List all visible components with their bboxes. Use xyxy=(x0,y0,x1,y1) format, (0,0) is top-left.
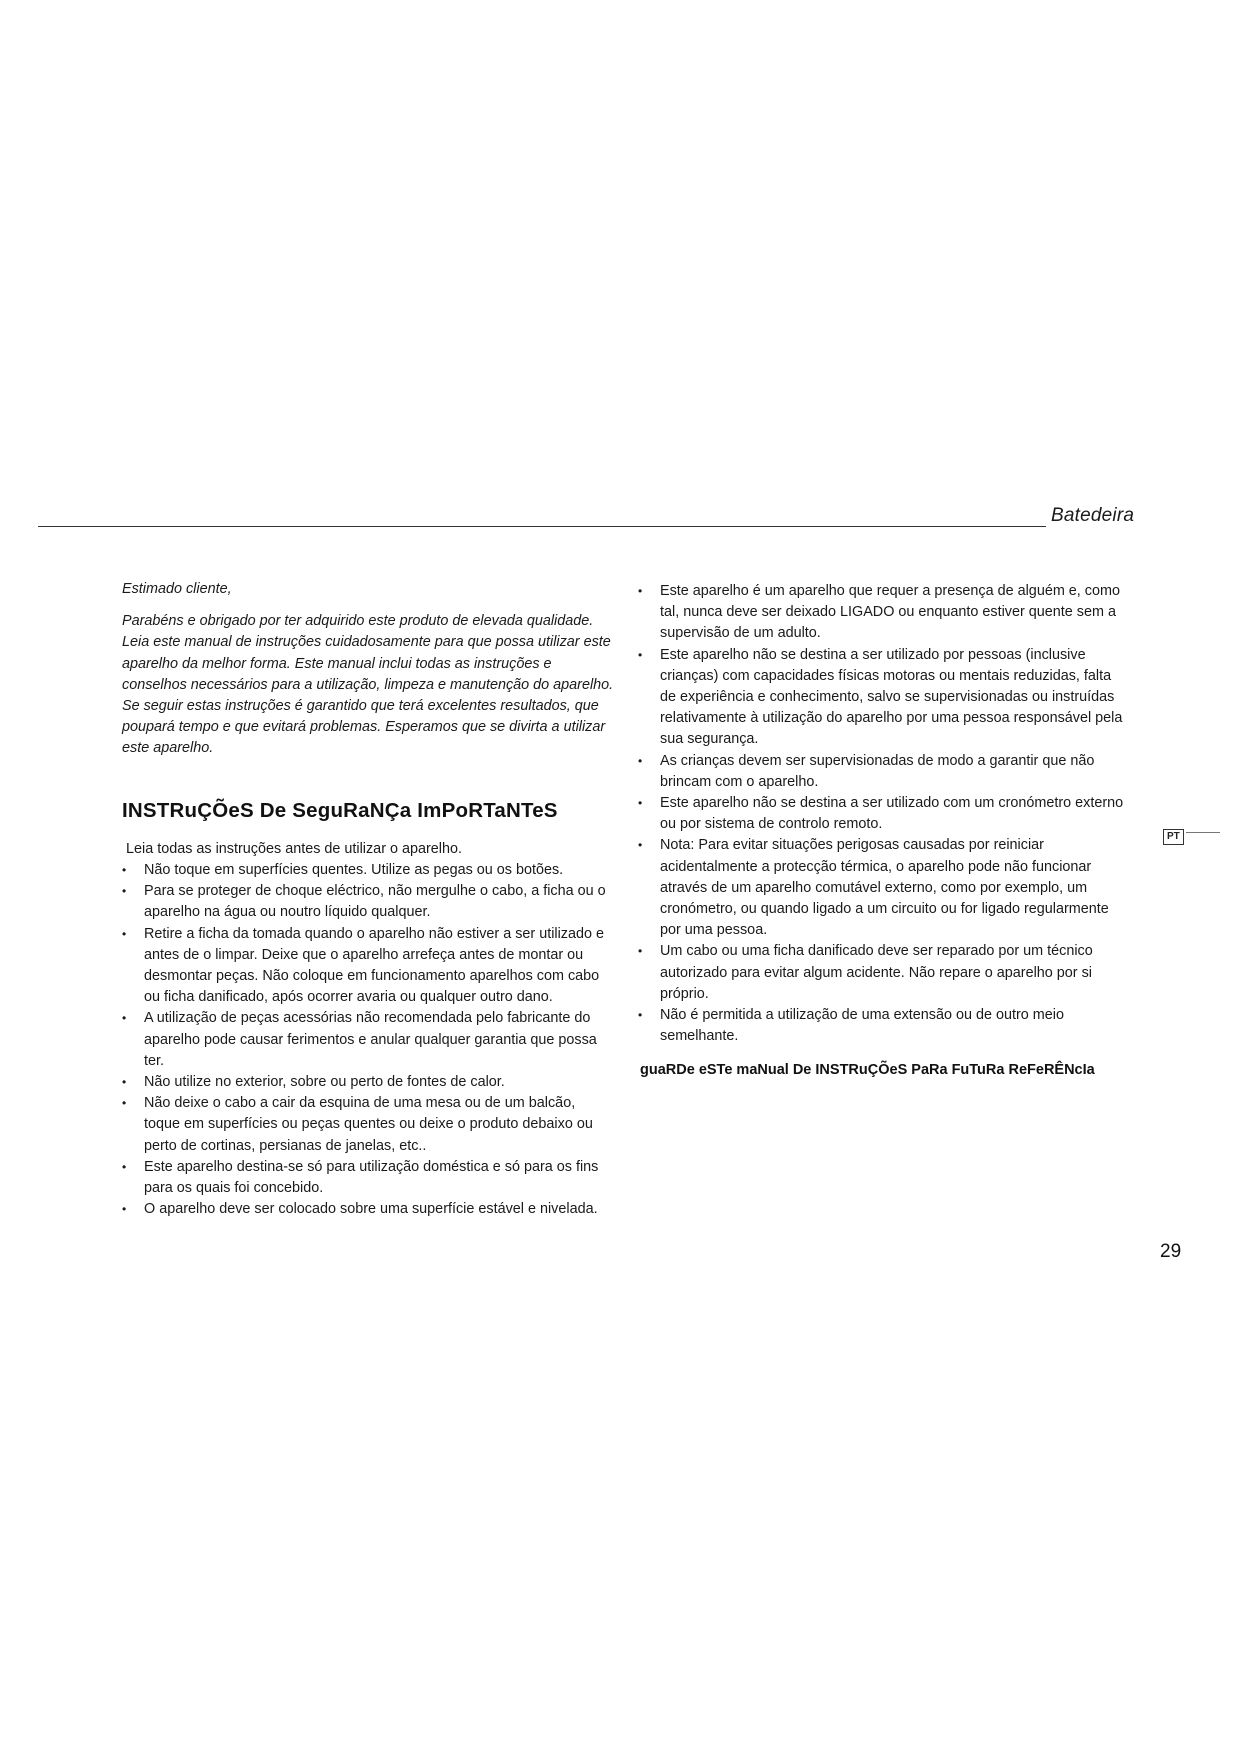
safety-item: • Não é permitida a utilização de uma extensão ou de outro meio semelhante. xyxy=(638,1005,1128,1047)
safety-item: • Este aparelho não se destina a ser utilizado por pessoas (inclusive crianças) com capacidades físicas motoras ou mentais reduzidas, falta de experiência e conhecimento, salvo se supervisionadas ou instruídas relativamente à utilização do aparelho por uma pessoa responsável pela sua segurança. xyxy=(638,645,1128,751)
intro-section xyxy=(122,579,617,760)
safety-item: • Retire a ficha da tomada quando o aparelho não estiver a ser utilizado e antes de o limpar. Deixe que o aparelho arrefeça antes de montar ou desmontar peças. Não coloque em funcionamento aparelhos com cabo ou ficha danificado, após ocorrer avaria ou qualquer outro dano. xyxy=(122,924,612,1009)
page-number: 29 xyxy=(1160,1241,1182,1262)
intro-paragraph: Parabéns e obrigado por ter adquirido este produto de elevada qualidade. Leia este manual de instruções cuidadosamente para que possa utilizar este aparelho da melhor forma. Este manual inclui todas as instruções e conselhos necessários para a utilização, limpeza e manutenção do aparelho. Se seguir estas instruções é garantido que terá excelentes resultados, que poupará tempo e que evitará problemas. Esperamos que se divirta a utilizar este aparelho. xyxy=(122,613,614,757)
safety-item: • Um cabo ou uma ficha danificado deve ser reparado por um técnico autorizado para evitar algum acidente. Não repare o aparelho por si próprio. xyxy=(638,941,1128,1005)
safety-item: • O aparelho deve ser colocado sobre uma superfície estável e nivelada. xyxy=(122,1199,612,1220)
safety-item: • As crianças devem ser supervisionadas de modo a garantir que não brincam com o aparelho. xyxy=(638,751,1128,793)
safety-item: • Não deixe o cabo a cair da esquina de uma mesa ou de um balcão, toque em superfícies ou peças quentes ou deixe o produto debaixo ou perto de cortinas, persianas de janelas, etc.. xyxy=(122,1093,612,1157)
safety-heading: INSTRuÇÕeS De SeguRaNÇa ImPoRTaNTeS xyxy=(122,799,558,822)
header-rule xyxy=(38,526,1046,527)
safety-item: • Este aparelho não se destina a ser utilizado com um cronómetro externo ou por sistema de controlo remoto. xyxy=(638,793,1128,835)
safety-list-left xyxy=(122,860,612,1220)
safety-item: • Não toque em superfícies quentes. Utilize as pegas ou os botões. xyxy=(122,860,612,881)
safety-item: • A utilização de peças acessórias não recomendada pelo fabricante do aparelho pode causar ferimentos e anular qualquer garantia que possa ter. xyxy=(122,1008,612,1072)
safety-lead: Leia todas as instruções antes de utilizar o aparelho. xyxy=(126,841,462,857)
intro-greeting: Estimado cliente, xyxy=(122,581,232,597)
language-badge: PT xyxy=(1163,829,1184,845)
safety-item: • Nota: Para evitar situações perigosas causadas por reiniciar acidentalmente a protecção térmica, o aparelho pode não funcionar através de um aparelho comutável externo, como por exemplo, um cronómetro, ou quando ligado a um circuito ou for ligado regularmente por uma pessoa. xyxy=(638,835,1128,941)
safety-list-right xyxy=(638,581,1128,1047)
language-tab xyxy=(1163,829,1220,845)
header-title: Batedeira xyxy=(1051,505,1135,526)
safety-item: • Não utilize no exterior, sobre ou perto de fontes de calor. xyxy=(122,1072,612,1093)
safety-item: • Este aparelho destina-se só para utilização doméstica e só para os fins para os quais foi concebido. xyxy=(122,1157,612,1199)
closing-note: guaRDe eSTe maNual De INSTRuÇÕeS PaRa FuTuRa ReFeRÊNcIa xyxy=(640,1062,1095,1078)
safety-item: • Este aparelho é um aparelho que requer a presença de alguém e, como tal, nunca deve ser deixado LIGADO ou enquanto estiver quente sem a supervisão de um adulto. xyxy=(638,581,1128,645)
language-tab-line xyxy=(1186,832,1220,833)
safety-item: • Para se proteger de choque eléctrico, não mergulhe o cabo, a ficha ou o aparelho na água ou noutro líquido qualquer. xyxy=(122,881,612,923)
